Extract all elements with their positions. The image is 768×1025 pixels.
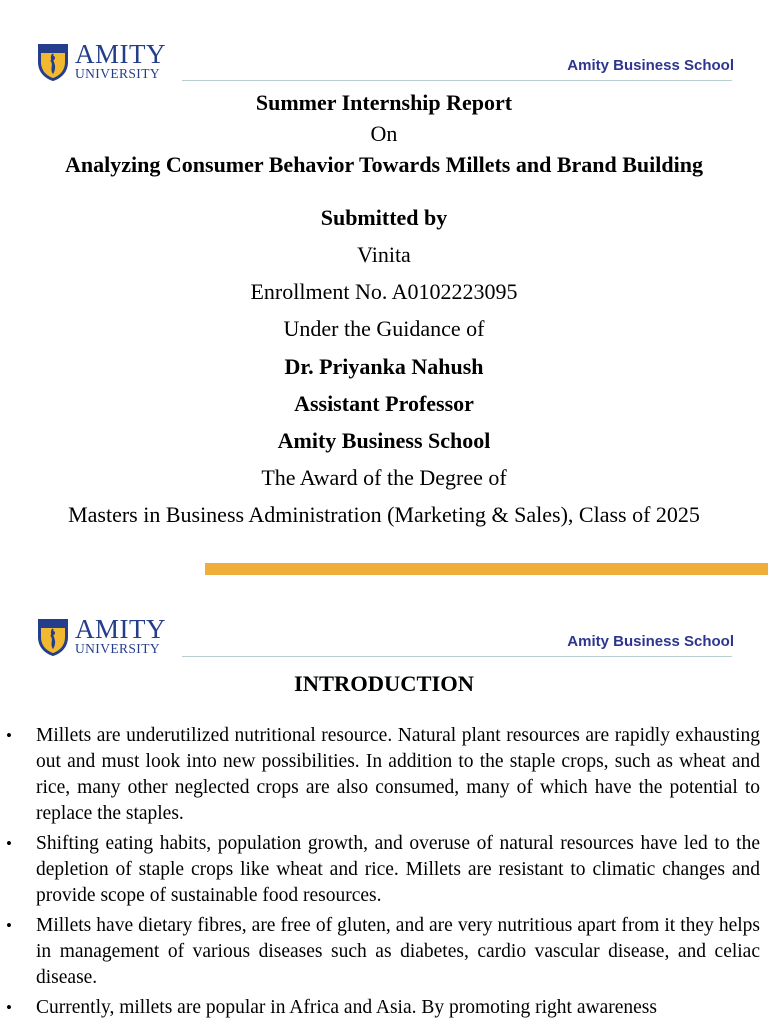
logo-subtitle: UNIVERSITY	[75, 66, 160, 82]
introduction-bullets	[0, 723, 760, 1025]
header-divider	[182, 80, 732, 81]
header-school-name: Amity Business School	[567, 57, 734, 74]
introduction-heading: INTRODUCTION	[293, 671, 475, 696]
project-title: Analyzing Consumer Behavior Towards Millets and Brand Building	[65, 152, 703, 177]
report-title: Summer Internship Report	[255, 90, 513, 115]
logo-wordmark: AMITY	[75, 614, 166, 645]
logo-wordmark: AMITY	[75, 39, 166, 70]
logo-subtitle: UNIVERSITY	[75, 641, 160, 657]
amity-shield-icon	[36, 615, 70, 657]
guide-designation: Assistant Professor	[294, 391, 474, 416]
slide-footer-bar	[205, 563, 768, 575]
guide-name: Dr. Priyanka Nahush	[284, 354, 484, 379]
amity-logo	[36, 615, 166, 657]
submitted-by-label: Submitted by	[320, 205, 448, 230]
award-label: The Award of the Degree of	[261, 465, 507, 490]
amity-logo	[36, 40, 166, 82]
header-divider	[182, 656, 732, 657]
guidance-label: Under the Guidance of	[283, 316, 485, 341]
guide-school: Amity Business School	[277, 428, 491, 453]
on-text: On	[370, 121, 398, 146]
bullet-item: • Shifting eating habits, population growth, and overuse of natural resources have led to the depletion of staple crops like wheat and rice. Millets are resistant to climatic changes and provide scope of sustainable food resources.	[0, 831, 760, 909]
enrollment-number: Enrollment No. A0102223095	[250, 279, 518, 304]
bullet-item: • Millets are underutilized nutritional resource. Natural plant resources are rapidly exhausting out and must look into new possibilities. In addition to the staple crops, such as wheat and rice, many other neglected crops are also consumed, many of which have the potential to replace the staples.	[0, 723, 760, 827]
bullet-item: • Currently, millets are popular in Africa and Asia. By promoting right awareness	[0, 995, 760, 1021]
amity-shield-icon	[36, 40, 70, 82]
degree-name: Masters in Business Administration (Marketing & Sales), Class of 2025	[68, 502, 700, 527]
student-name: Vinita	[357, 242, 411, 267]
header-school-name: Amity Business School	[567, 633, 734, 650]
bullet-item: • Millets have dietary fibres, are free of gluten, and are very nutritious apart from it they helps in management of various diseases such as diabetes, cardio vascular disease, and celiac disease.	[0, 913, 760, 991]
